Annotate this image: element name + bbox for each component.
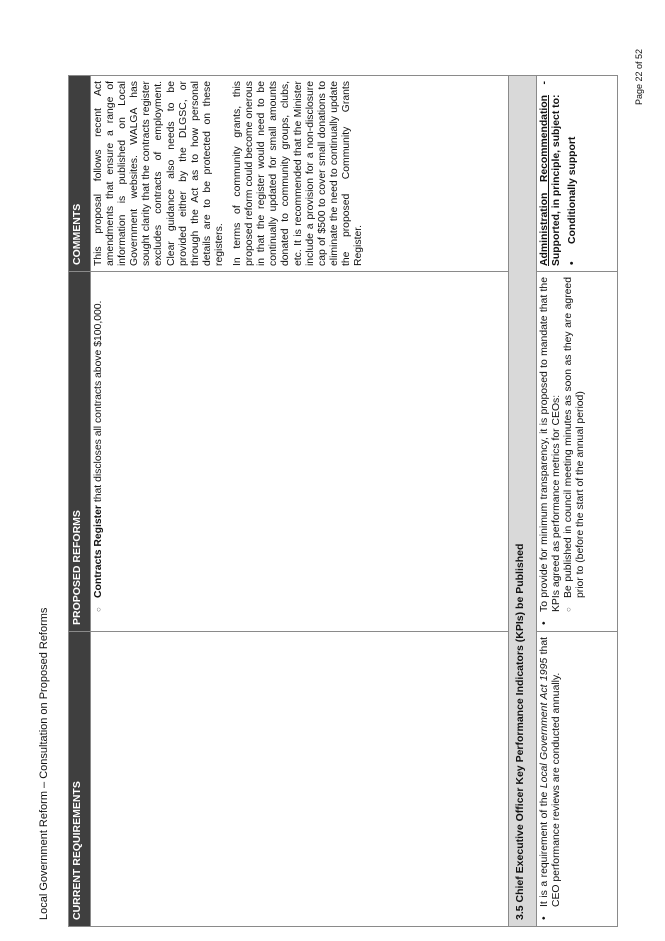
comment-paragraph: In terms of community grants, this proposed reform could become onerous in that the register would need to be continually updated for small amounts donated to community groups, clubs, etc. It is recommended that the Minister include a provision for a non-disclosure cap of $500 to cover small donations to eliminate the need to continually update the proposed Community Grants Register. <box>232 81 364 266</box>
contracts-register-label: Contracts Register <box>93 505 104 598</box>
document-title: Local Government Reform – Consultation on Proposed Reforms <box>38 607 50 920</box>
current-cell <box>537 632 618 927</box>
table-row <box>91 76 509 927</box>
column-header-proposed: PROPOSED REFORMS <box>69 272 91 632</box>
column-header-comments: COMMENTS <box>69 76 91 272</box>
page-number: Page 22 of 52 <box>634 48 644 105</box>
list-item: ○ Be published in council meeting minutes as soon as they are agreed prior to (before the start of the annual period) <box>563 277 587 626</box>
proposed-text: that discloses all contracts above $100,000. <box>93 300 104 506</box>
list-item: • To provide for minimum transparency, it is proposed to mandate that the KPIs agreed as performance metrics for CEOs: <box>539 277 563 626</box>
column-header-current: CURRENT REQUIREMENTS <box>69 632 91 927</box>
list-item <box>539 637 563 921</box>
act-name: Local Government Act 1995 <box>539 657 550 789</box>
list-item: • Conditionally support <box>567 81 579 266</box>
table-header-row <box>69 76 91 927</box>
reforms-table <box>68 75 618 927</box>
recommendation-text: - Supported, in principle, subject to: <box>539 81 563 266</box>
section-heading: 3.5 Chief Executive Officer Key Performance Indicators (KPIs) be Published <box>509 76 537 927</box>
current-text: that CEO performance reviews are conducted annually. <box>539 636 563 907</box>
current-cell <box>91 632 509 927</box>
proposed-cell <box>537 272 618 632</box>
comment-paragraph: This proposal follows recent Act amendments that ensure a range of information is published on Local Government websites. WALGA has sought clarity that the contracts register excludes contracts of employment. Clear guidance also needs to be provided either by the DLGSC, or through the Act as to how personal details are to be protected on these registers. <box>93 81 225 266</box>
section-row <box>509 76 537 927</box>
comments-cell <box>537 76 618 272</box>
current-text: It is a requirement of the <box>539 788 550 907</box>
table-row <box>537 76 618 927</box>
admin-recommendation-heading: Administration Recommendation <box>539 94 550 266</box>
comments-cell <box>91 76 509 272</box>
proposed-cell <box>91 272 509 632</box>
list-item <box>93 277 105 626</box>
